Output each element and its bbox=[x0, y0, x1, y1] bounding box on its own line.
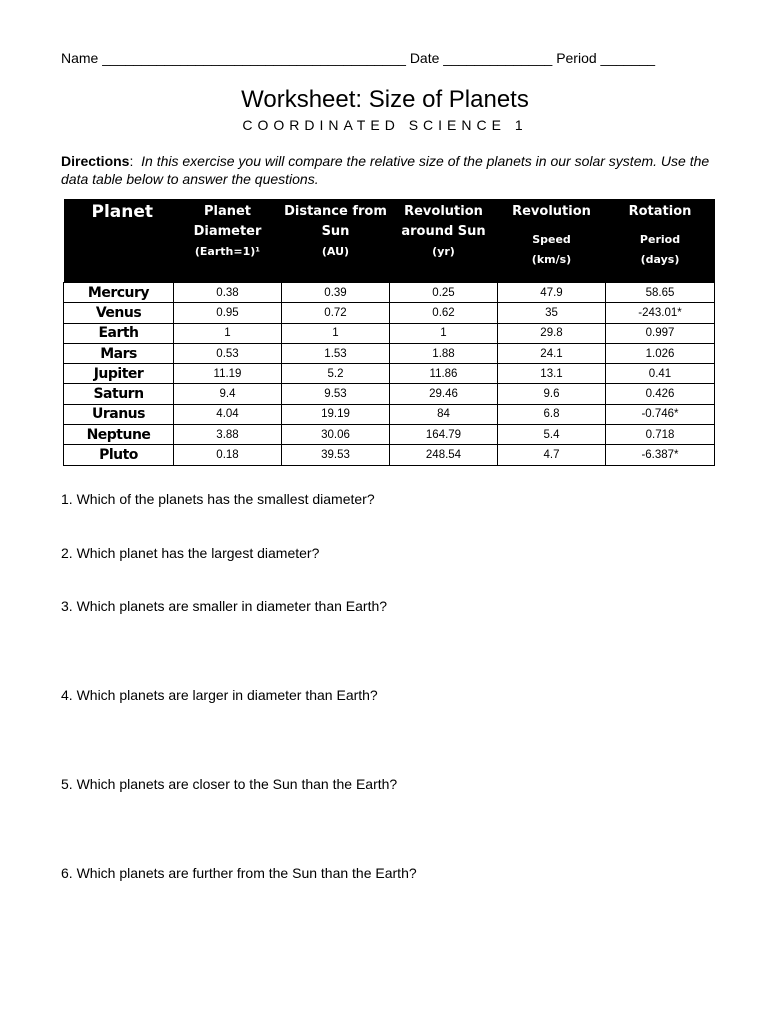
distance-cell: 0.39 bbox=[282, 283, 390, 303]
header-distance bbox=[282, 199, 390, 283]
question-6: 6. Which planets are further from the Sun than the Earth? bbox=[61, 865, 417, 881]
planet-name: Saturn bbox=[64, 384, 174, 404]
table-row bbox=[64, 303, 715, 323]
rotation-cell: -0.746* bbox=[606, 404, 715, 424]
table-row bbox=[64, 283, 715, 303]
rotation-cell: 58.65 bbox=[606, 283, 715, 303]
header-diameter bbox=[174, 199, 282, 283]
speed-cell: 4.7 bbox=[498, 445, 606, 465]
speed-cell: 6.8 bbox=[498, 404, 606, 424]
date-blank[interactable]: ______________ bbox=[443, 50, 553, 66]
header-revolution bbox=[390, 199, 498, 283]
diameter-cell: 0.38 bbox=[174, 283, 282, 303]
distance-cell: 39.53 bbox=[282, 445, 390, 465]
distance-cell: 5.2 bbox=[282, 364, 390, 384]
rotation-cell: 0.426 bbox=[606, 384, 715, 404]
header-rotation bbox=[606, 199, 715, 283]
planet-name: Jupiter bbox=[64, 364, 174, 384]
distance-cell: 1.53 bbox=[282, 343, 390, 363]
planet-name: Earth bbox=[64, 323, 174, 343]
question-4: 4. Which planets are larger in diameter than Earth? bbox=[61, 687, 378, 703]
question-3: 3. Which planets are smaller in diameter than Earth? bbox=[61, 598, 388, 614]
header-revolution-line2: around Sun bbox=[401, 224, 486, 239]
diameter-cell: 0.95 bbox=[174, 303, 282, 323]
speed-cell: 47.9 bbox=[498, 283, 606, 303]
header-speed-line1: Revolution bbox=[512, 204, 591, 219]
revolution-cell: 29.46 bbox=[390, 384, 498, 404]
worksheet-subtitle: COORDINATED SCIENCE 1 bbox=[242, 117, 528, 133]
header-diameter-line1: Planet bbox=[203, 204, 252, 219]
header-rotation-unit: (days) bbox=[640, 253, 680, 266]
rotation-cell: 0.997 bbox=[606, 323, 715, 343]
planet-name: Mars bbox=[64, 343, 174, 363]
date-label: Date bbox=[409, 50, 440, 66]
speed-cell: 13.1 bbox=[498, 364, 606, 384]
header-speed-unit: (km/s) bbox=[531, 253, 572, 266]
question-5: 5. Which planets are closer to the Sun than the Earth? bbox=[61, 776, 398, 792]
name-blank[interactable]: _______________________________________ bbox=[102, 50, 406, 66]
directions-label: Directions bbox=[61, 153, 130, 169]
header-revolution-line1: Revolution bbox=[404, 204, 483, 219]
planet-name: Neptune bbox=[64, 425, 174, 445]
rotation-cell: 1.026 bbox=[606, 343, 715, 363]
distance-cell: 0.72 bbox=[282, 303, 390, 323]
revolution-cell: 248.54 bbox=[390, 445, 498, 465]
worksheet-title: Worksheet: Size of Planets bbox=[241, 86, 529, 113]
directions-text: In this exercise you will compare the relative size of the planets in our solar system. Use the data table below to answer the questions. bbox=[61, 153, 710, 187]
revolution-cell: 0.25 bbox=[390, 283, 498, 303]
table-row bbox=[64, 425, 715, 445]
period-label: Period bbox=[556, 50, 597, 66]
header-planet bbox=[64, 199, 174, 283]
revolution-cell: 1.88 bbox=[390, 343, 498, 363]
revolution-cell: 0.62 bbox=[390, 303, 498, 323]
header-planet-label: Planet bbox=[91, 202, 154, 222]
header-distance-line2: Sun bbox=[321, 224, 350, 239]
planet-data-table bbox=[63, 199, 715, 466]
table-row bbox=[64, 445, 715, 465]
header-rotation-line2: Period bbox=[639, 233, 681, 246]
speed-cell: 35 bbox=[498, 303, 606, 323]
table-row bbox=[64, 364, 715, 384]
planet-name: Mercury bbox=[64, 283, 174, 303]
rotation-cell: 0.41 bbox=[606, 364, 715, 384]
distance-cell: 1 bbox=[282, 323, 390, 343]
header-rotation-line1: Rotation bbox=[628, 204, 692, 219]
diameter-cell: 4.04 bbox=[174, 404, 282, 424]
table-row bbox=[64, 404, 715, 424]
question-2: 2. Which planet has the largest diameter? bbox=[61, 545, 320, 561]
rotation-cell: -243.01* bbox=[606, 303, 715, 323]
table-row bbox=[64, 323, 715, 343]
speed-cell: 29.8 bbox=[498, 323, 606, 343]
header-distance-unit: (AU) bbox=[321, 245, 350, 258]
planet-name: Venus bbox=[64, 303, 174, 323]
diameter-cell: 11.19 bbox=[174, 364, 282, 384]
directions: Directions: In this exercise you will compare the relative size of the planets in our solar system. Use the data table below to answer the questions. bbox=[61, 153, 710, 187]
planet-name: Pluto bbox=[64, 445, 174, 465]
rotation-cell: 0.718 bbox=[606, 425, 715, 445]
revolution-cell: 164.79 bbox=[390, 425, 498, 445]
diameter-cell: 0.18 bbox=[174, 445, 282, 465]
student-info-line bbox=[61, 50, 711, 66]
speed-cell: 24.1 bbox=[498, 343, 606, 363]
diameter-cell: 9.4 bbox=[174, 384, 282, 404]
revolution-cell: 11.86 bbox=[390, 364, 498, 384]
speed-cell: 9.6 bbox=[498, 384, 606, 404]
header-speed bbox=[498, 199, 606, 283]
speed-cell: 5.4 bbox=[498, 425, 606, 445]
question-1: 1. Which of the planets has the smallest diameter? bbox=[61, 491, 375, 507]
table-row bbox=[64, 384, 715, 404]
diameter-cell: 0.53 bbox=[174, 343, 282, 363]
header-diameter-unit: (Earth=1)¹ bbox=[194, 245, 261, 258]
period-blank[interactable]: _______ bbox=[600, 50, 656, 66]
distance-cell: 9.53 bbox=[282, 384, 390, 404]
header-diameter-line2: Diameter bbox=[193, 224, 262, 239]
revolution-cell: 1 bbox=[390, 323, 498, 343]
header-revolution-unit: (yr) bbox=[432, 245, 455, 258]
distance-cell: 19.19 bbox=[282, 404, 390, 424]
header-speed-line2: Speed bbox=[532, 233, 571, 246]
planet-name: Uranus bbox=[64, 404, 174, 424]
diameter-cell: 1 bbox=[174, 323, 282, 343]
name-label: Name bbox=[61, 50, 99, 66]
rotation-cell: -6.387* bbox=[606, 445, 715, 465]
distance-cell: 30.06 bbox=[282, 425, 390, 445]
header-distance-line1: Distance from bbox=[284, 204, 387, 219]
diameter-cell: 3.88 bbox=[174, 425, 282, 445]
table-row bbox=[64, 343, 715, 363]
revolution-cell: 84 bbox=[390, 404, 498, 424]
